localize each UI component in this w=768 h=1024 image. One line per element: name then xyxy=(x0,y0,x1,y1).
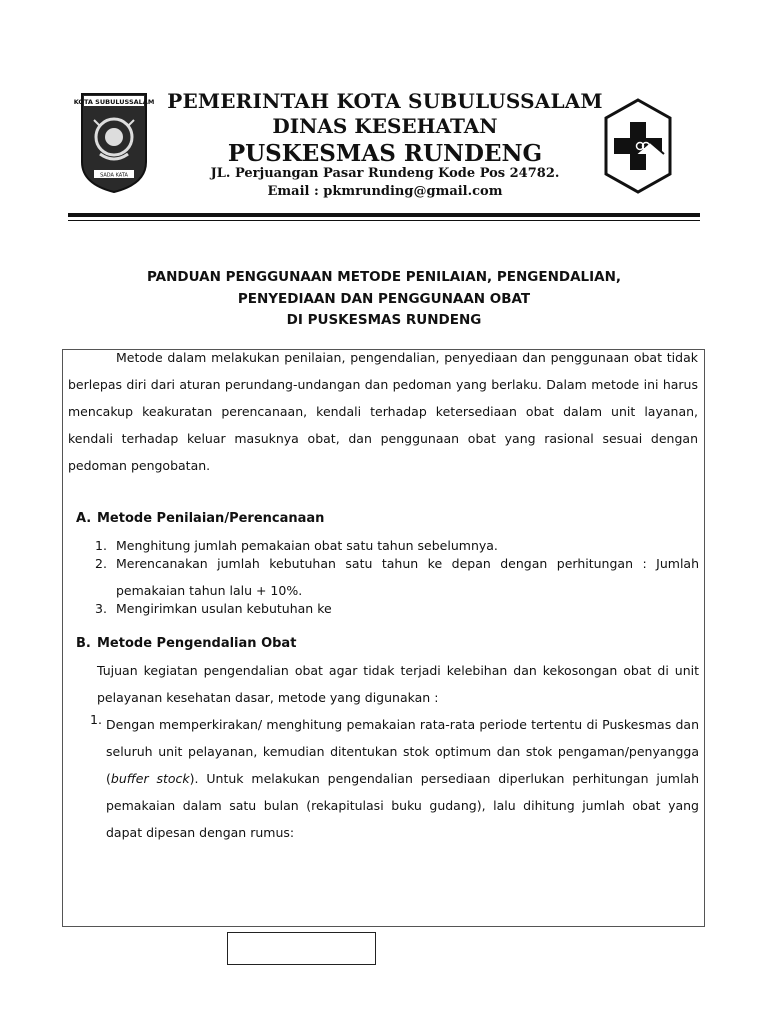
document-title-line-2: PENYEDIAAN DAN PENGGUNAAN OBAT xyxy=(237,291,531,307)
city-emblem-logo xyxy=(73,92,155,194)
emblem-motto: SADA KATA xyxy=(100,172,128,179)
section-b-item-1 xyxy=(106,711,699,846)
item-text-part: Dengan memperkirakan/ menghitung pemakaian rata-rata periode tertentu di Puskesmas dan seluruh unit pelayanan, kemudian ditentukan stok optimum dan stok pengaman/penyangga ( xyxy=(106,717,699,786)
letterhead-divider-thick xyxy=(68,213,700,217)
kop-government: PEMERINTAH KOTA SUBULUSSALAM xyxy=(167,89,603,113)
item-text-part: ). Untuk melakukan pengendalian persediaan diperlukan perhitungan jumlah pemakaian dalam satu bulan (rekapitulasi buku gudang), lalu dihitung jumlah obat yang dapat dipesan dengan rumus: xyxy=(106,771,699,840)
document-title-line-3: DI PUSKESMAS RUNDENG xyxy=(286,312,482,328)
list-item: Menghitung jumlah pemakaian obat satu tahun sebelumnya. xyxy=(116,538,498,553)
kop-department: DINAS KESEHATAN xyxy=(272,114,498,138)
section-b-paragraph: Tujuan kegiatan pengendalian obat agar tidak terjadi kelebihan dan kekosongan obat di unit pelayanan kesehatan dasar, metode yang digunakan : xyxy=(97,663,699,705)
list-number: 1. xyxy=(95,538,107,553)
emblem-city-name: KOTA SUBULUSSALAM xyxy=(73,98,155,106)
document-title-line-1: PANDUAN PENGGUNAAN METODE PENILAIAN, PENGENDALIAN, xyxy=(146,269,622,285)
puskesmas-cross-logo xyxy=(604,98,672,194)
list-number: 1. xyxy=(90,712,102,727)
list-item: Mengirimkan usulan kebutuhan ke xyxy=(116,601,332,616)
list-number: 3. xyxy=(95,601,107,616)
section-a-title: Metode Penilaian/Perencanaan xyxy=(97,511,325,526)
kop-institution: PUSKESMAS RUNDENG xyxy=(227,140,543,167)
section-b-title: Metode Pengendalian Obat xyxy=(97,636,297,651)
list-item: Merencanakan jumlah kebutuhan satu tahun ke depan dengan perhitungan : Jumlah pemakaian tahun lalu + 10%. xyxy=(116,556,699,598)
page-footer-box xyxy=(227,932,376,965)
section-a-label: A. xyxy=(76,511,92,526)
letterhead-divider-thin xyxy=(68,220,700,221)
section-b-label: B. xyxy=(76,636,91,651)
kop-address: JL. Perjuangan Pasar Rundeng Kode Pos 24782. xyxy=(210,166,560,181)
kop-email: Email : pkmrunding@gmail.com xyxy=(267,184,503,199)
intro-paragraph: Metode dalam melakukan penilaian, pengendalian, penyediaan dan penggunaan obat tidak berlepas diri dari aturan perundang-undangan dan pedoman yang berlaku. Dalam metode ini harus mencakup keakuratan perencanaan, kendali terhadap ketersediaan obat dalam unit layanan, kendali terhadap keluar masuknya obat, dan penggunaan obat yang rasional sesuai dengan pedoman pengobatan. xyxy=(68,350,698,473)
buffer-stock-term: buffer stock xyxy=(110,771,190,786)
list-number: 2. xyxy=(95,556,107,571)
